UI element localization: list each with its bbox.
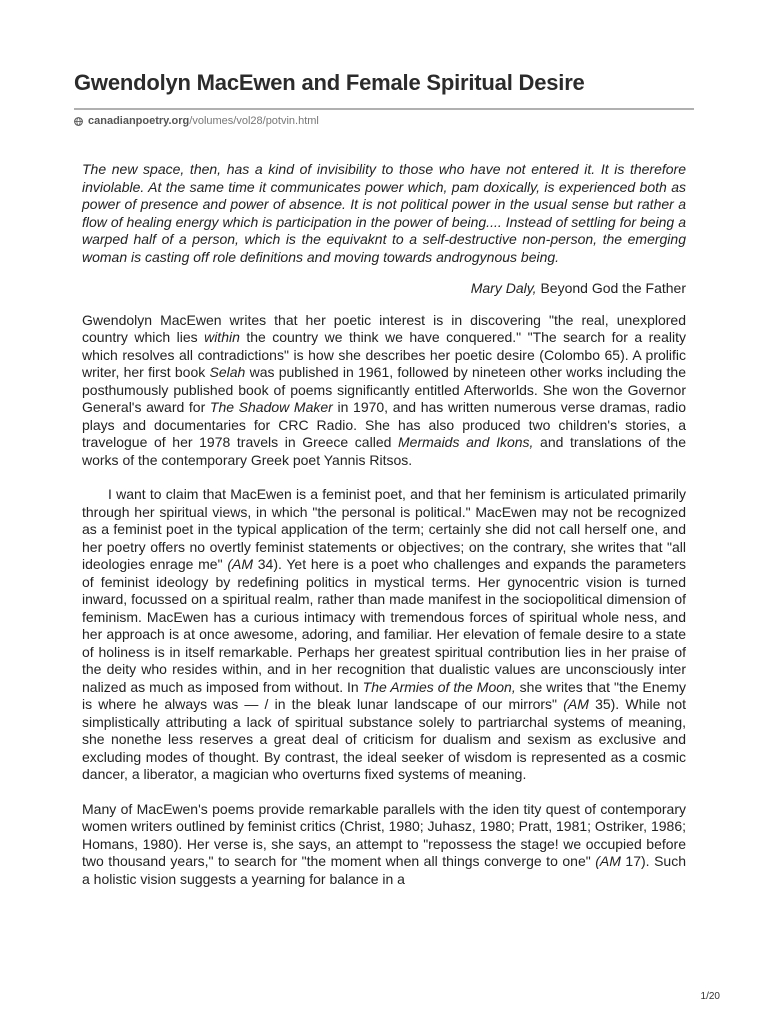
paragraph-text: Many of MacEwen's poems provide remarkable parallels with the iden tity quest of contemporary women writers outlined by feminist critics (Christ, 1980; Juhasz, 1980; Pratt, 1981; Ostriker, 1986; Homans, 1980). Her verse is, she says, an attempt to "repossess the stage! we occupied before two thousand years," to search for "the moment when all things converge to one" <box>82 800 686 869</box>
article-body <box>82 161 686 905</box>
paragraph-emphasis: (AM <box>595 853 621 869</box>
paragraph-text: 35). While not simplistically attributing a lack of spiritual substance solely to partriarchal systems of meaning, she nonethe less reserves a great deal of criticism for dualism and sexism as exclusive and excluding modes of thought. By contrast, the ideal seeker of wisdom is represented as a cosmic dancer, a liberator, a magician who overturns fixed systems of meaning. <box>82 696 687 782</box>
paragraph-emphasis: within <box>204 329 240 345</box>
paragraph-emphasis: Mermaids and Ikons, <box>398 434 534 450</box>
paragraph <box>82 801 686 889</box>
paragraph-text: and translations of the works of the contemporary Greek poet Yannis Ritsos. <box>82 434 686 468</box>
epigraph: The new space, then, has a kind of invisibility to those who have not entered it. It is therefore inviolable. At the same time it communicates power which, pam doxically, is experienced both as power of presence and power of absence. It is not political power in the usual sense but rather a flow of healing energy which is participation in the power of being.... Instead of settling for being a warped half of a person, which is the equivaknt to a self-destructive non-person, the emerging woman is casting off role definitions and moving towards androgynous being. <box>82 161 686 265</box>
source-url[interactable] <box>74 115 319 127</box>
page-number: 1/20 <box>700 991 720 1002</box>
paragraph-text: I want to claim that MacEwen is a feminist poet, and that her feminism is articulated primarily through her spiritual views, in which "the personal is political." MacEwen may not be recognized as a feminist poet in the typical application of the term; certainly she did not call herself one, and her poetry offers no overtly feminist statements or objectives; on the contrary, she writes that "all ideologies enrage me" <box>82 486 686 572</box>
paragraph-text: 17). Such a holistic vision suggests a yearning for balance in a <box>82 853 686 887</box>
paragraph-text: Gwendolyn MacEwen writes that her poetic interest is in discovering "the real, unexplored country which lies <box>82 311 686 345</box>
epigraph-attribution <box>82 280 686 298</box>
paragraph <box>82 312 686 470</box>
paragraph-emphasis: The Shadow Maker <box>209 399 333 415</box>
source-domain[interactable]: canadianpoetry.org <box>88 115 190 127</box>
paragraph-emphasis: (AM <box>563 696 589 712</box>
paragraph-text: 34). Yet here is a poet who challenges and expands the parameters of feminist ideology by redefining politics in mystical terms. Her gynocentric vision is turned inward, focussed on a spiritual realm, rather than made manifest in the sociopolitical dimension of feminism. MacEwen has a curious intimacy with tremendous forces of spiritual whole ness, and her approach is at once awesome, adoring, and familiar. Her elevation of female desire to a state of holiness is in itself remarkable. Perhaps her greatest spiritual contribution lies in her praise of the deity who resides within, and in her recognition that dualistic values are unconsciously inter nalized as much as imposed from without. In <box>82 556 686 695</box>
paragraph-text: the country we think we have conquered." "The search for a reality which resolves all contradictions" is how she describes her poetic desire (Colombo 65). A prolific writer, her first book <box>82 329 686 380</box>
paragraph-text: in 1970, and has written numerous verse dramas, radio plays and documentaries for CRC Radio. She has also produced two children's stories, a travelogue of her 1978 travels in Greece called <box>82 399 686 450</box>
epigraph-work: Beyond God the Father <box>536 280 686 296</box>
paragraph-emphasis: The Armies of the Moon, <box>362 678 516 695</box>
epigraph-author: Mary Daly, <box>470 280 537 296</box>
paragraph-text: she writes that "the Enemy is where he always was — / in the bleak lunar landscape of our mirrors" <box>82 678 686 712</box>
source-path[interactable]: /volumes/vol28/potvin.html <box>189 115 319 127</box>
paragraph-text: was published in 1961, followed by nineteen other works including the posthumously published book of poems significantly entitled Afterworlds. She won the Governor General's award for <box>82 364 686 415</box>
globe-icon <box>74 117 83 126</box>
page-title: Gwendolyn MacEwen and Female Spiritual Desire <box>74 70 585 95</box>
paragraph-emphasis: Selah <box>209 364 246 380</box>
title-divider <box>74 108 694 110</box>
paragraph <box>82 486 686 784</box>
paragraph-emphasis: (AM <box>227 556 253 572</box>
